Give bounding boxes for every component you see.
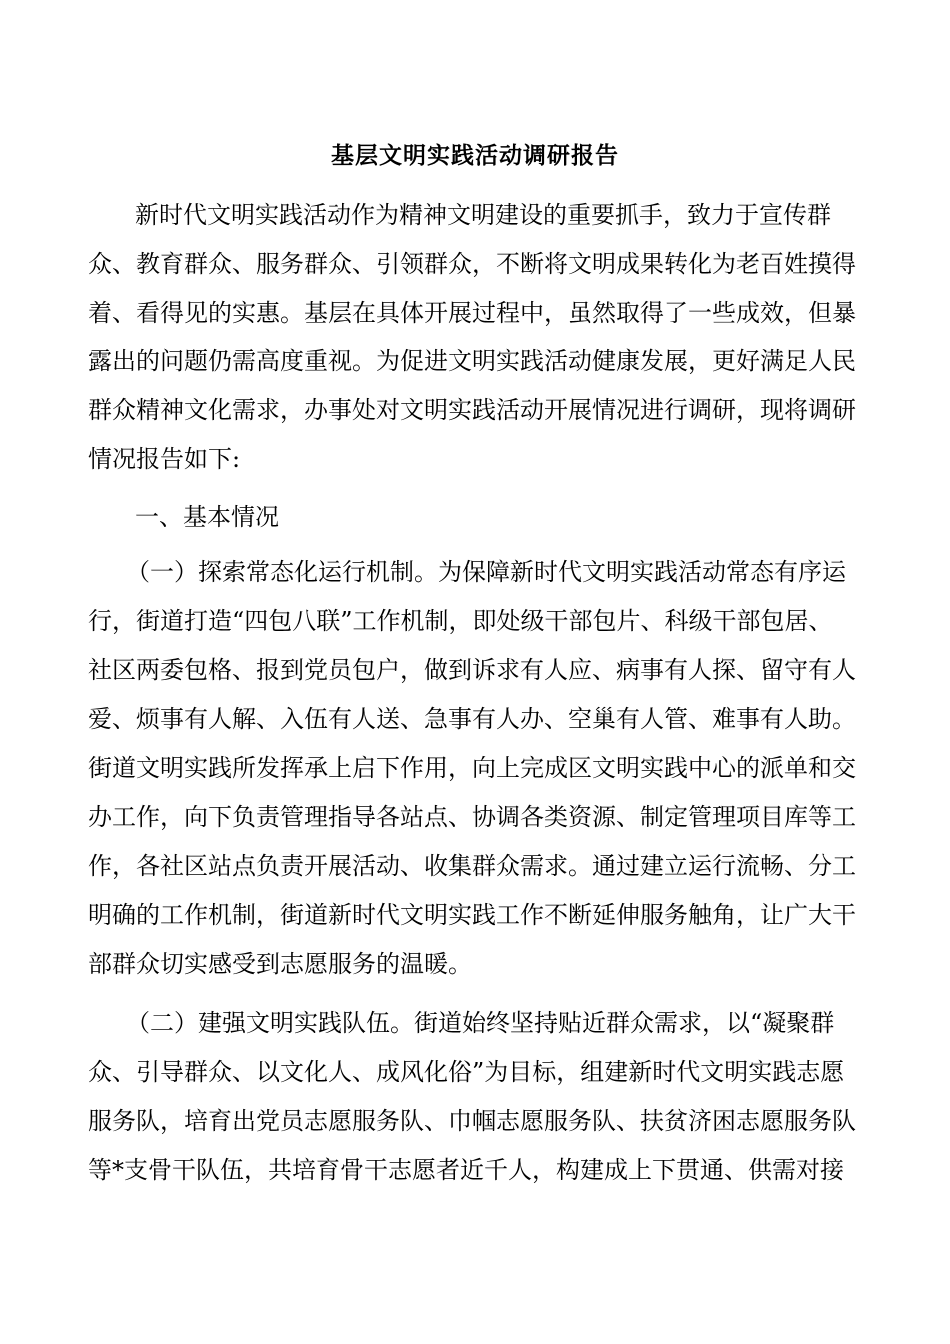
paragraph-line: 办工作，向下负责管理指导各站点、协调各类资源、制定管理项目库等工: [88, 803, 856, 831]
paragraph-line: 街道文明实践所发挥承上启下作用，向上完成区文明实践中心的派单和交: [88, 754, 856, 782]
paragraph-line: 着、看得见的实惠。基层在具体开展过程中，虽然取得了一些成效，但暴: [88, 299, 856, 327]
paragraph-line: 露出的问题仍需高度重视。为促进文明实践活动健康发展，更好满足人民: [88, 347, 856, 375]
paragraph-line: 社区两委包格、报到党员包户，做到诉求有人应、病事有人探、留守有人: [88, 656, 856, 684]
document-title: 基层文明实践活动调研报告: [331, 142, 619, 169]
paragraph-line: 明确的工作机制，街道新时代文明实践工作不断延伸服务触角，让广大干: [88, 901, 856, 929]
section-heading: 一、基本情况: [135, 503, 279, 531]
paragraph-line: 群众精神文化需求，办事处对文明实践活动开展情况进行调研，现将调研: [88, 396, 856, 424]
paragraph-line: （一）探索常态化运行机制。为保障新时代文明实践活动常态有序运: [126, 558, 846, 586]
paragraph-line: 作，各社区站点负责开展活动、收集群众需求。通过建立运行流畅、分工: [88, 852, 856, 880]
paragraph-line: 新时代文明实践活动作为精神文明建设的重要抓手，致力于宣传群: [135, 201, 831, 229]
paragraph-line: 众、引导群众、以文化人、成风化俗”为目标，组建新时代文明实践志愿: [88, 1058, 845, 1086]
paragraph-line: 行，街道打造“四包八联”工作机制，即处级干部包片、科级干部包居、: [88, 607, 833, 635]
paragraph-line: 等*支骨干队伍，共培育骨干志愿者近千人，构建成上下贯通、供需对接: [88, 1156, 844, 1184]
paragraph-line: （二）建强文明实践队伍。街道始终坚持贴近群众需求，以“凝聚群: [126, 1009, 835, 1037]
paragraph-line: 爱、烦事有人解、入伍有人送、急事有人办、空巢有人管、难事有人助。: [88, 705, 856, 733]
paragraph-line: 部群众切实感受到志愿服务的温暖。: [88, 950, 472, 978]
paragraph-line: 众、教育群众、服务群众、引领群众，不断将文明成果转化为老百姓摸得: [88, 250, 856, 278]
paragraph-line: 情况报告如下:: [88, 445, 241, 473]
paragraph-line: 服务队，培育出党员志愿服务队、巾帼志愿服务队、扶贫济困志愿服务队: [88, 1107, 856, 1135]
